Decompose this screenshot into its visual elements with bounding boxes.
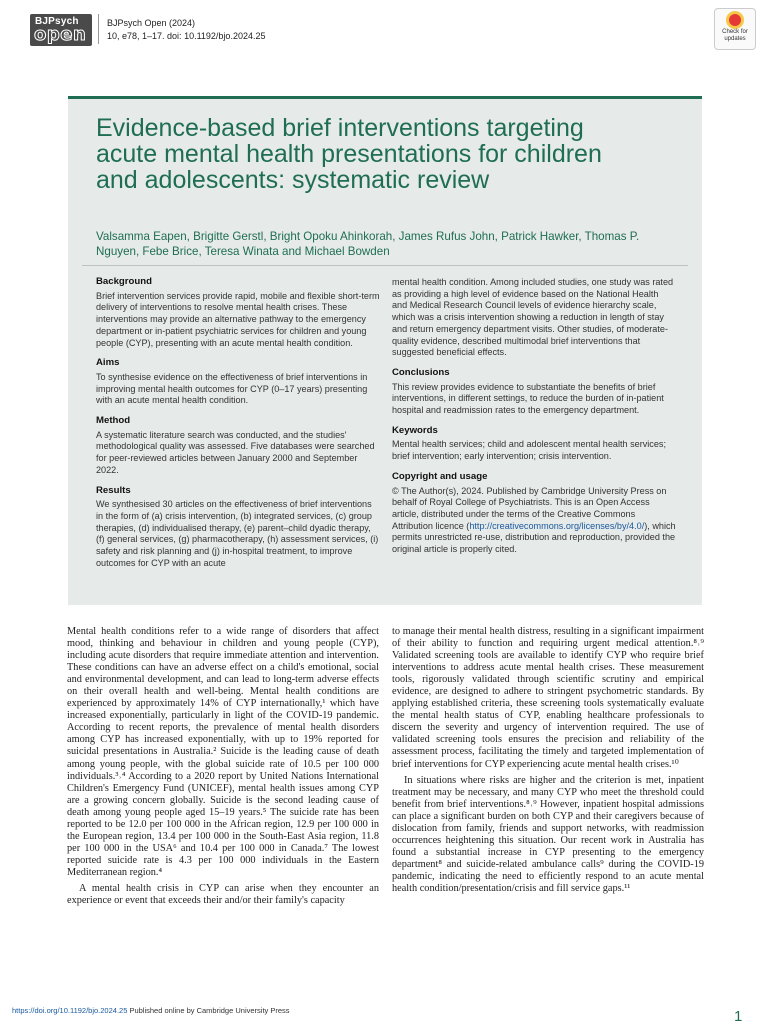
keywords-heading: Keywords [392,424,438,436]
article-title: Evidence-based brief interventions targeting acute mental health presentations for children and adolescents: systematic review [96,114,602,194]
abstract-right-column [392,277,676,564]
results-text: We synthesised 30 articles on the effectiveness of brief interventions in the form of (a) crisis intervention, (b) integrated services, (c) group therapies, (d) individualised therapy, (e) parent–child dyadic therapy, (f) general services, (g) pharmacotherapy, (h) assessment services, (i) safety and risk planning and (j) in-hospital treatment, to improve outcomes for CYP with an acute [96,499,379,568]
check-updates-icon [726,11,744,29]
abstract-divider [82,265,688,266]
page-number: 1 [734,1008,743,1025]
copyright-pre: © The Author(s), 2024. Published by Cambridge University Press on behalf of Royal College of Psychiatrists. This is an Open Access article, distributed under the terms of the Creative Commons Attribution licence ( [392,485,667,531]
background-heading: Background [96,276,152,287]
logo-line2: open [34,24,87,45]
copyright-text [392,486,676,556]
method-heading: Method [96,415,131,427]
copyright-post: ), which permits unrestricted re-use, distribution and reproduction, provided the original article is properly cited. [392,520,676,555]
published-note: Published online by Cambridge University Press [127,1006,290,1015]
check-updates-label: Check for updates [722,29,748,42]
journal-logo [30,14,92,46]
method-text: A systematic literature search was conducted, and the studies' methodological quality was assessed. Five databases were searched for peer-reviewed articles between January 2000 and September 2022. [96,429,375,475]
logo-line1: BJPsych [35,16,79,27]
conclusions-text: This review provides evidence to substantiate the benefits of brief interventions, in different settings, to reduce the burden of in-patient hospital and readmission rates to the emergency department. [392,381,664,416]
body-right-column [392,626,704,895]
body-paragraph: to manage their mental health distress, resulting in a significant impairment of their ability to function and requiring urgent medical attention.⁸˒⁹ Validated screening tools are available to identify CYP who require brief interventions to address acute mental health crises. These measurement tools, rigorously validated through scientific scrutiny and empirical evidence, are designed to adhere to stringent psychometric standards. By applying established criteria, these screening tools systematically evaluate the mental health status of CYP, enabling healthcare professionals to discern the severity and urgency of intervention required. The use of validated screening tools ensures the precision and reliability of the assessment process, facilitating the timely and targeted implementation of brief interventions for CYP experiencing acute mental health crises.¹⁰ [392,626,704,770]
doi-link[interactable]: https://doi.org/10.1192/bjo.2024.25 [12,1006,128,1015]
conclusions-heading: Conclusions [392,366,450,378]
body-paragraph: Mental health conditions refer to a wide range of disorders that affect mood, thinking and behaviour in children and young people (CYP), including acute disorders that require immediate attention and intervention. These conditions can have an adverse effect on a child's emotional, social and environmental development, and can lead to long-term adverse effects on their overall health and well-being. Mental health conditions are experienced by approximately 14% of CYP internationally,¹ which have increased exponentially, particularly in light of the COVID-19 pandemic. According to recent reports, the prevalence of mental health disorders among CYP has increased exponentially, with up to 19% reported for suicidal presentations in Australia.² Suicide is the leading cause of death among young people, with the global suicide rate of 10.5 per 100 000 individuals.³˒⁴ According to a 2020 report by United Nations International Children's Emergency Fund (UNICEF), mental health issues among CYP are a growing concern globally. Suicide is the second leading cause of death among young people aged 15–19 years.⁵ The suicide rate has been reported to be 12.0 per 100 000 in the African region, 12.9 per 100 000 in the European region, 13.4 per 100 000 in the South-East Asia region, 11.8 per 100 000 in the USA⁶ and 10.4 per 100 000 in Canada.⁷ The lowest reported suicide rate is 4.3 per 100 000 individuals in the Eastern Mediterranean region.⁴ [67,626,379,878]
keywords-text: Mental health services; child and adolescent mental health services; brief intervention; early intervention; crisis intervention. [392,439,666,462]
abstract-left-column [96,276,380,577]
aims-heading: Aims [96,357,120,369]
copyright-heading: Copyright and usage [392,470,488,482]
header-divider [98,14,99,44]
footer-doi [12,1006,290,1015]
author-list: Valsamma Eapen, Brigitte Gerstl, Bright Opoku Ahinkorah, James Rufus John, Patrick Hawker, Thomas P. Nguyen, Febe Brice, Teresa Winata and Michael Bowden [96,230,640,258]
journal-name: BJPsych Open (2024) [107,18,196,28]
check-for-updates-button[interactable] [714,8,756,50]
journal-citation [107,17,265,43]
aims-text: To synthesise evidence on the effectiveness of brief interventions in improving mental health outcomes for CYP (0–17 years) presenting with an acute mental health condition. [96,371,368,406]
body-left-column [67,626,379,907]
background-text: Brief intervention services provide rapid, mobile and flexible short-term delivery of interventions to resolve mental health crises. These interventions may provide an alternative pathway to the emergency department or in-patient psychiatric services for children and young people (CYP), presenting with an acute mental health condition. [96,290,380,348]
body-paragraph: In situations where risks are higher and the criterion is met, inpatient treatment may be necessary, and many CYP who meet the threshold could benefit from brief interventions.⁸˒⁹ However, inpatient hospital admissions can place a significant burden on both CYP and their caregivers because of dislocation from family, friends and support networks, with readmission occurrences heightening this situation. Our recent work in Australia has found a substantial increase in CYP presenting to the emergency department⁸ and suicide-related ambulance calls⁹ during the COVID-19 pandemic, indicating the need to efficiently respond to an acute mental health condition/presentation/crisis and fill service gaps.¹¹ [392,774,704,894]
license-link[interactable]: http://creativecommons.org/licenses/by/4.0/ [469,520,645,531]
results-heading: Results [96,484,131,496]
body-paragraph: A mental health crisis in CYP can arise when they encounter an experience or event that exceeds their and/or their family's capacity [67,882,379,907]
results-continued: mental health condition. Among included studies, one study was rated as providing a high level of evidence based on the National Health and Medical Research Council levels of evidence hierarchy scale, which was a crisis intervention showing a reduction in length of stay and return emergency department visits. Other studies, of moderate-quality evidence, described multimodal brief interventions that suggested beneficial effects. [392,277,674,358]
journal-volume-doi: 10, e78, 1–17. doi: 10.1192/bjo.2024.25 [107,31,266,41]
